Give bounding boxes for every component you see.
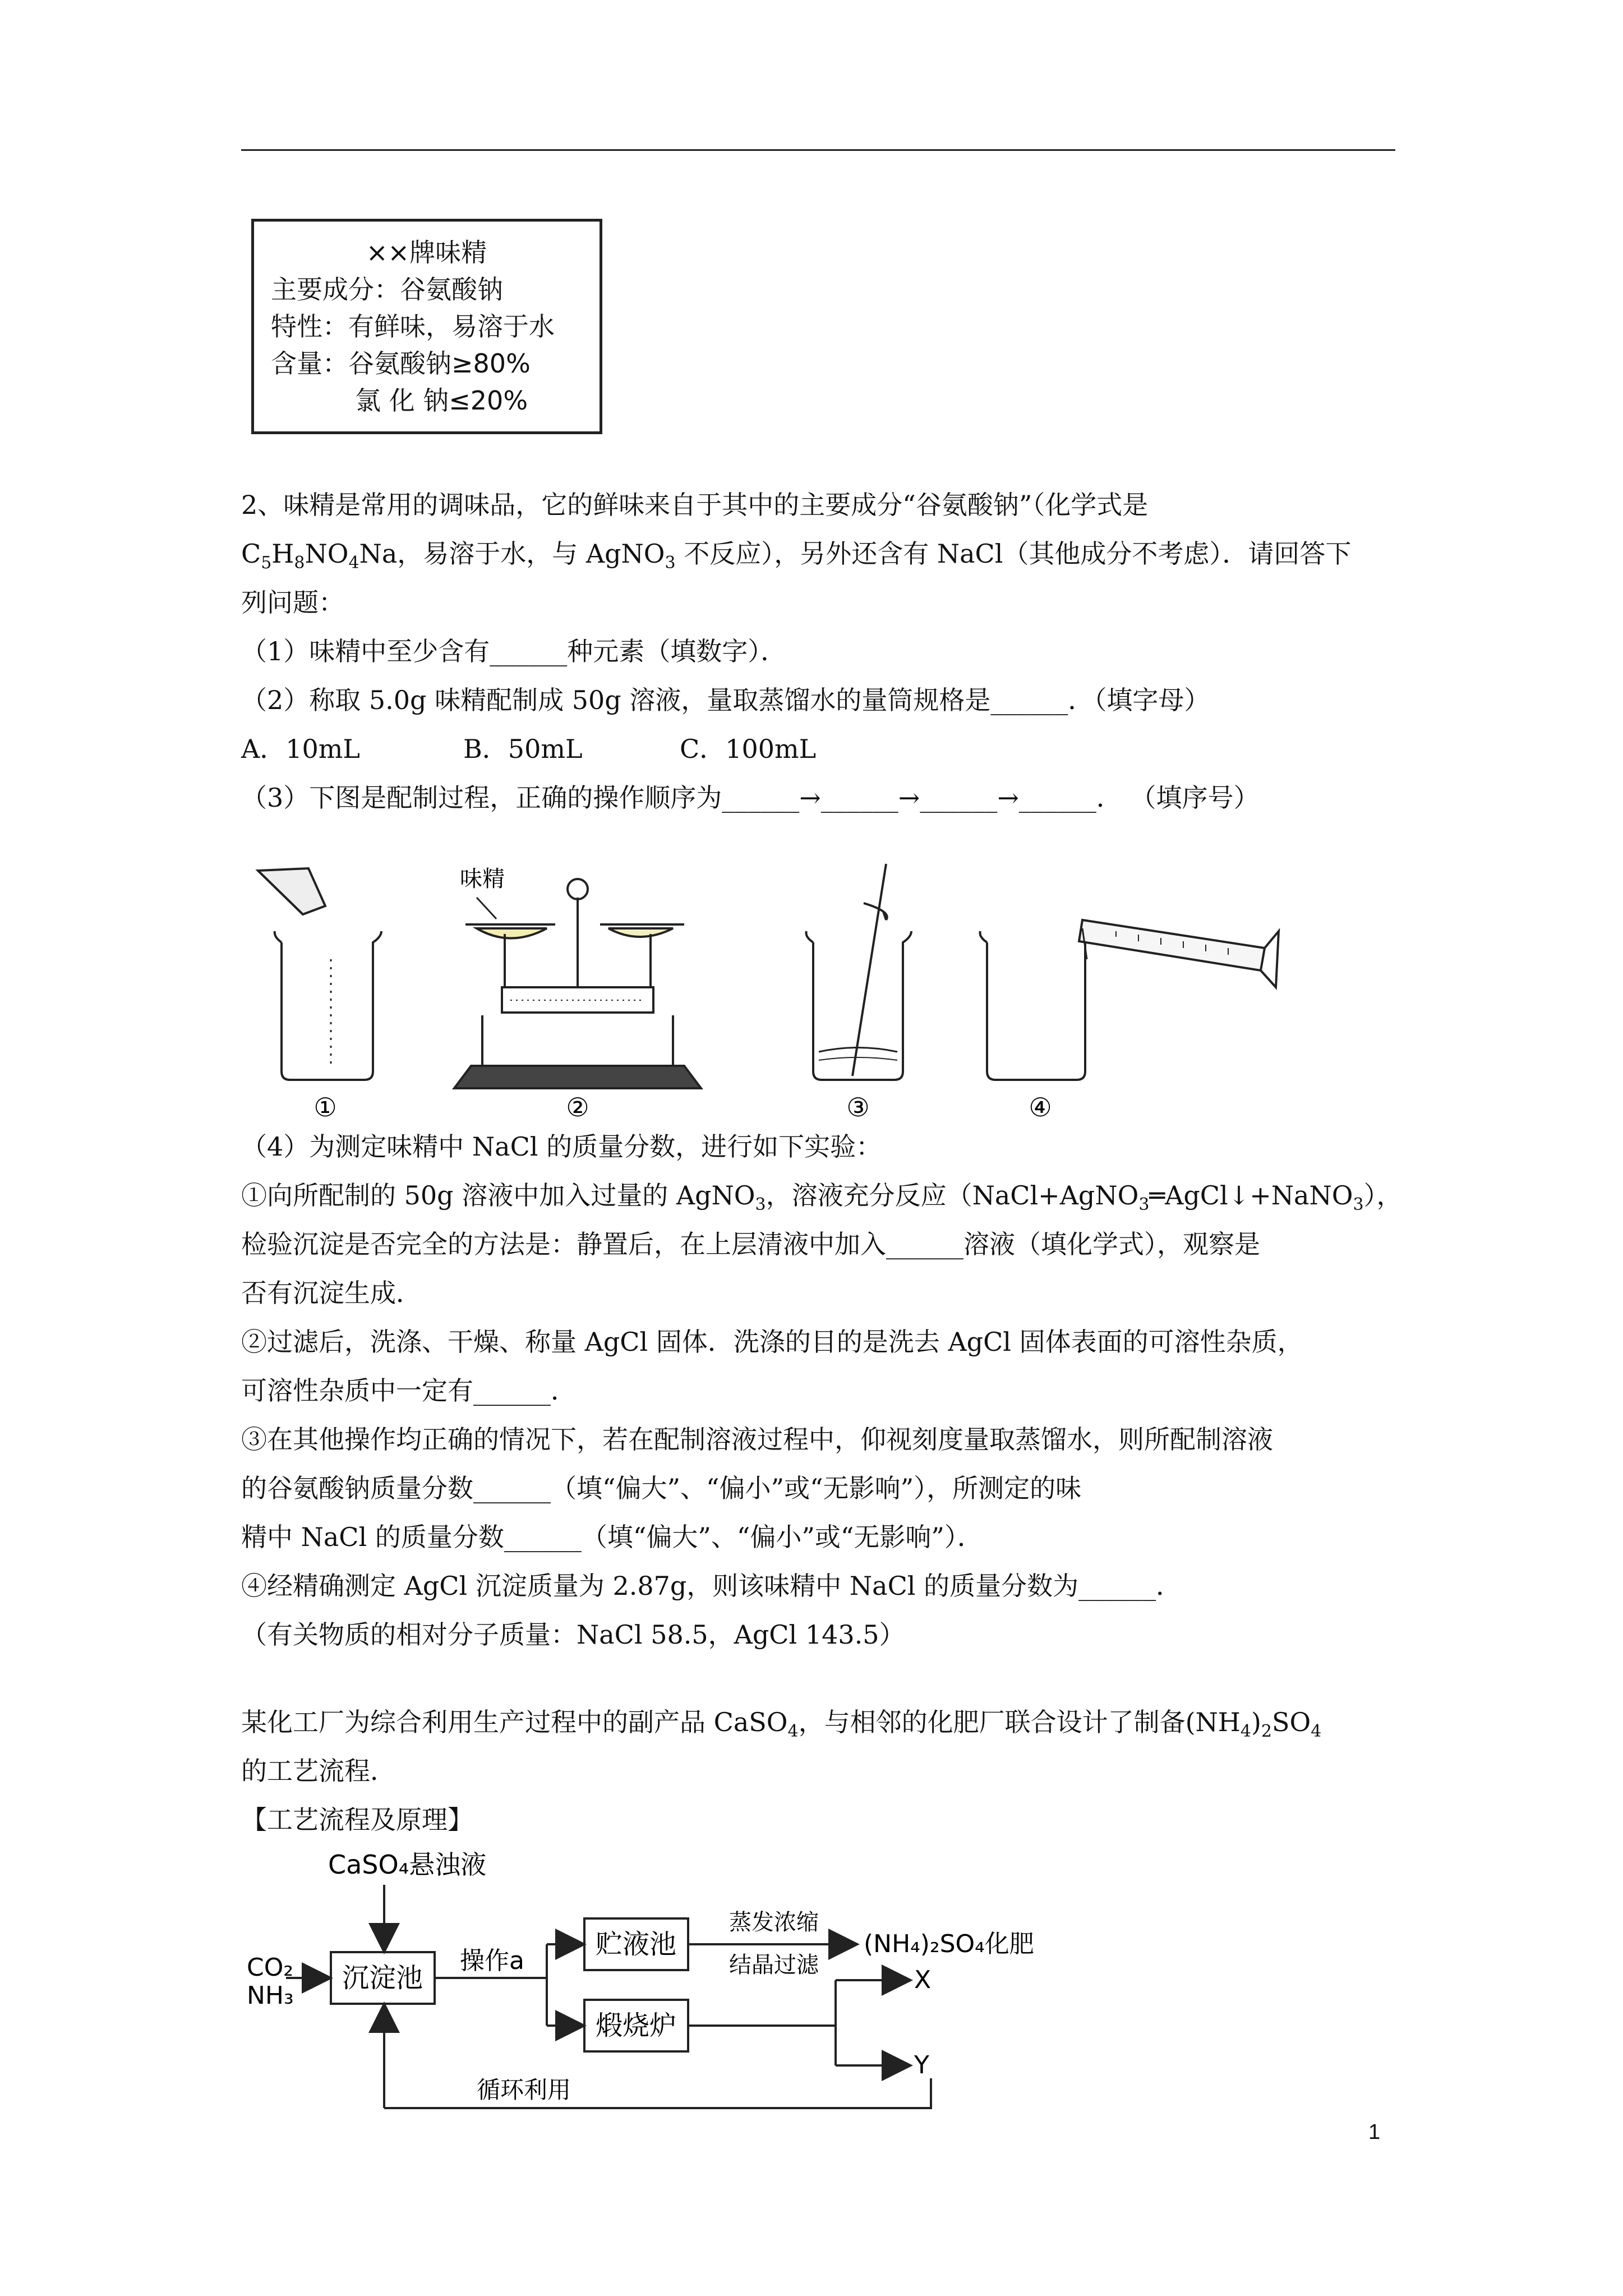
preparation-figure [241, 858, 1318, 1128]
evaporate-label: 蒸发浓缩 [729, 1910, 819, 1935]
factory-intro-line2: 的工艺流程． [241, 1756, 396, 1786]
nh3-input-label: NH₃ [247, 1981, 294, 2010]
header-rule [241, 149, 1395, 151]
process-flow-diagram [241, 1846, 1116, 2109]
beaker-3-icon [806, 864, 912, 1080]
label-property: 特性：有鲜味，易溶于水 [271, 311, 555, 342]
step-3-line3: 精中 NaCl 的质量分数______（填“偏大”、“偏小”或“无影响”）． [241, 1522, 983, 1552]
question-2-option-c: C．100mL [680, 734, 817, 764]
question-4: （4）为测定味精中 NaCl 的质量分数，进行如下实验： [241, 1131, 882, 1162]
step-number-3: ③ [846, 1092, 870, 1122]
step-2-line1: ②过滤后，洗涤、干燥、称量 AgCl 固体．洗涤的目的是洗去 AgCl 固体表面的可溶性杂质， [241, 1327, 1303, 1357]
msg-product-label [251, 219, 602, 434]
question-intro-line1: 2、味精是常用的调味品，它的鲜味来自于其中的主要成分“谷氨酸钠”（化学式是 [241, 490, 1149, 520]
step-number-1: ① [313, 1092, 337, 1122]
furnace-label: 煅烧炉 [595, 2010, 677, 2041]
question-2-option-a: A．10mL [241, 734, 360, 764]
question-2: （2）称取 5.0g 味精配制成 50g 溶液，量取蒸馏水的量筒规格是______．（填字母） [241, 685, 1210, 715]
process-heading: 【工艺流程及原理】 [241, 1805, 473, 1835]
beaker-4-icon [980, 920, 1279, 1080]
factory-intro-line1: 某化工厂为综合利用生产过程中的副产品 CaSO$_4$，与相邻的化肥厂联合设计了制备$(NH_4)_2SO_4$ [241, 1707, 1322, 1741]
label-title: ××牌味精 [366, 237, 487, 268]
step-3-line1: ③在其他操作均正确的情况下，若在配制溶液过程中，仰视刻度量取蒸馏水，则所配制溶液 [241, 1424, 1273, 1455]
question-intro-line2: $C_5H_8NO_4Na$，易溶于水，与 AgNO$_3$ 不反应），另外还含有 NaCl（其他成分不考虑）．请回答下 [241, 539, 1352, 573]
step-2-line2: 可溶性杂质中一定有______． [241, 1375, 577, 1406]
caso4-suspension-label: CaSO₄悬浊液 [328, 1849, 487, 1880]
fertilizer-product-label: (NH₄)₂SO₄化肥 [864, 1930, 1034, 1958]
step-1-line1: ①向所配制的 50g 溶液中加入过量的 AgNO$_3$，溶液充分反应（NaCl+AgNO$_3$═AgCl↓+NaNO$_3$）， [241, 1180, 1403, 1214]
label-ingredient: 主要成分：谷氨酸钠 [271, 274, 503, 305]
co2-input-label: CO₂ [247, 1953, 293, 1982]
question-3: （3）下图是配制过程，正确的操作顺序为______→______→______→______． （填序号） [241, 783, 1260, 813]
step-1-line2: 检验沉淀是否完全的方法是：静置后，在上层清液中加入______溶液（填化学式），观察是 [241, 1229, 1260, 1259]
question-2-option-b: B．50mL [463, 734, 583, 764]
step-1-line3: 否有沉淀生成． [241, 1278, 422, 1308]
recycle-label: 循环利用 [477, 2076, 571, 2104]
step-number-2: ② [566, 1092, 589, 1122]
balance-icon [454, 879, 701, 1088]
crystallize-label: 结晶过滤 [729, 1952, 819, 1978]
msg-pointer-label: 味精 [460, 866, 505, 892]
product-x-label: X [914, 1966, 932, 1994]
step-number-4: ④ [1029, 1092, 1052, 1122]
molecular-mass-note: （有关物质的相对分子质量：NaCl 58.5，AgCl 143.5） [241, 1619, 905, 1650]
label-content-nacl: 氯 化 钠≤20% [355, 385, 528, 416]
sediment-tank-label: 沉淀池 [342, 1962, 423, 1994]
step-3-line2: 的谷氨酸钠质量分数______（填“偏大”、“偏小”或“无影响”），所测定的味 [241, 1473, 1082, 1503]
operation-a-label: 操作a [460, 1947, 524, 1975]
beaker-1-icon [258, 868, 381, 1080]
label-content-glutamate: 含量：谷氨酸钠≥80% [271, 348, 531, 379]
storage-tank-label: 贮液池 [595, 1929, 677, 1960]
step-4: ④经精确测定 AgCl 沉淀质量为 2.87g，则该味精中 NaCl 的质量分数为______． [241, 1571, 1182, 1601]
question-1: （1）味精中至少含有______种元素（填数字）． [241, 636, 787, 666]
page-number: 1 [1368, 2120, 1381, 2144]
question-intro-line3: 列问题： [241, 587, 344, 618]
product-y-label: Y [914, 2051, 929, 2079]
